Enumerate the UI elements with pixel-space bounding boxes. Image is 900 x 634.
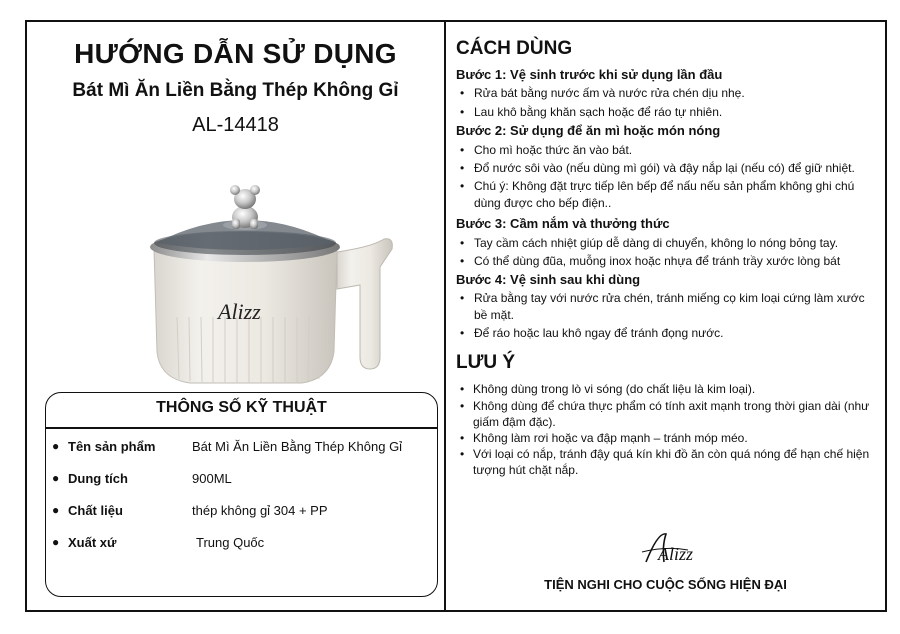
spec-value: Bát Mì Ăn Liền Bằng Thép Không Gỉ xyxy=(192,439,403,454)
right-column: CÁCH DÙNG Bước 1: Vệ sinh trước khi sử dụng lần đầu • Rửa bát bằng nước ấm và nước rửa chén dịu nhẹ. • Lau khô bằng khăn sạch hoặc để ráo tự nhiên. Bước 2: Sử dụng để ăn mì hoặc món nóng • Cho mì hoặc thức ăn vào bát. • Đổ nước sôi vào (nếu dùng mì gói) và đậy nắp lại (nếu có) để giữ nhiệt. • Chú ý: Không đặt trực tiếp lên bếp để nấu nếu sản phẩm không ghi chú dùng được cho bếp điện.. Bước 3: Cầm nắm và thưởng thức • Tay cầm cách nhiệt giúp dễ dàng di chuyển, không lo nóng bỏng tay. • Có thể dùng đũa, muỗng inox hoặc nhựa để tránh trầy xước lòng bát Bước 4: Vệ sinh sau khi dùng • Rửa bằng tay với nước rửa chén, tránh miếng cọ kim loại cứng làm xước bề mặt. • Để ráo hoặc lau khô ngay để tránh đọng nước. LƯU Ý • Không dùng trong lò vi sóng (do chất liệu là kim loại). • Không dùng để chứa thực phẩm có tính axit mạnh trong thời gian dài (như giấm đậm đặc). • Không làm rơi hoặc va đập mạnh – tránh móp méo. • Với loại có nắp, tránh đậy quá kín khi đồ ăn còn quá nóng để hạn chế hiện tượng hút chặt nắp. Alizz TIỆN NGHI CHO CUỘC SỐNG HIỆN ĐẠI xyxy=(446,22,885,610)
spec-label: Tên sản phẩm xyxy=(68,439,156,454)
left-column xyxy=(27,22,444,610)
bullet-icon: • xyxy=(460,179,465,193)
spec-row xyxy=(46,439,437,471)
step-title: Bước 2: Sử dụng để ăn mì hoặc món nóng xyxy=(456,123,721,138)
notes-heading: LƯU Ý xyxy=(456,352,516,373)
step-title: Bước 3: Cầm nắm và thưởng thức xyxy=(456,216,670,231)
step-title: Bước 4: Vệ sinh sau khi dùng xyxy=(456,272,641,287)
bullet-icon: • xyxy=(460,382,465,396)
spec-row xyxy=(46,471,437,503)
bullet-icon: • xyxy=(460,254,465,268)
product-bowl-image xyxy=(122,157,402,397)
spec-label: Xuất xứ xyxy=(68,535,117,550)
bullet-icon: • xyxy=(460,143,465,157)
spec-row xyxy=(46,535,437,567)
bullet-icon: • xyxy=(460,105,465,119)
spec-label: Chất liệu xyxy=(68,503,123,518)
bullet-icon: • xyxy=(460,399,465,413)
usage-heading: CÁCH DÙNG xyxy=(456,38,573,59)
product-subtitle: Bát Mì Ăn Liền Bằng Thép Không Gỉ xyxy=(72,80,399,101)
bullet-icon: • xyxy=(460,431,465,445)
bullet-icon: ● xyxy=(52,535,60,549)
bullet-icon: • xyxy=(460,291,465,305)
spec-row xyxy=(46,503,437,535)
step-title: Bước 1: Vệ sinh trước khi sử dụng lần đầu xyxy=(456,67,723,82)
bullet-icon: ● xyxy=(52,503,60,517)
manual-title: HƯỚNG DẪN SỬ DỤNG xyxy=(74,38,397,69)
model-number: AL-14418 xyxy=(192,114,279,136)
bullet-icon: • xyxy=(460,447,465,461)
svg-text:Alizz: Alizz xyxy=(218,299,261,324)
spec-value: 900ML xyxy=(192,471,232,486)
bullet-icon: ● xyxy=(52,439,60,453)
bullet-icon: • xyxy=(460,161,465,175)
bullet-icon: • xyxy=(460,326,465,340)
spec-label: Dung tích xyxy=(68,471,128,486)
brand-logo xyxy=(636,528,706,568)
specifications-box xyxy=(45,392,438,597)
specifications-title: THÔNG SỐ KỸ THUẬT xyxy=(156,399,327,416)
brand-slogan: TIỆN NGHI CHO CUỘC SỐNG HIỆN ĐẠI xyxy=(544,577,787,592)
specifications-divider xyxy=(46,427,437,429)
spec-value: thép không gỉ 304 + PP xyxy=(192,503,328,518)
svg-text:Alizz: Alizz xyxy=(658,544,694,564)
bullet-icon: • xyxy=(460,86,465,100)
spec-value: Trung Quốc xyxy=(196,535,265,550)
bullet-icon: ● xyxy=(52,471,60,485)
bullet-icon: • xyxy=(460,236,465,250)
